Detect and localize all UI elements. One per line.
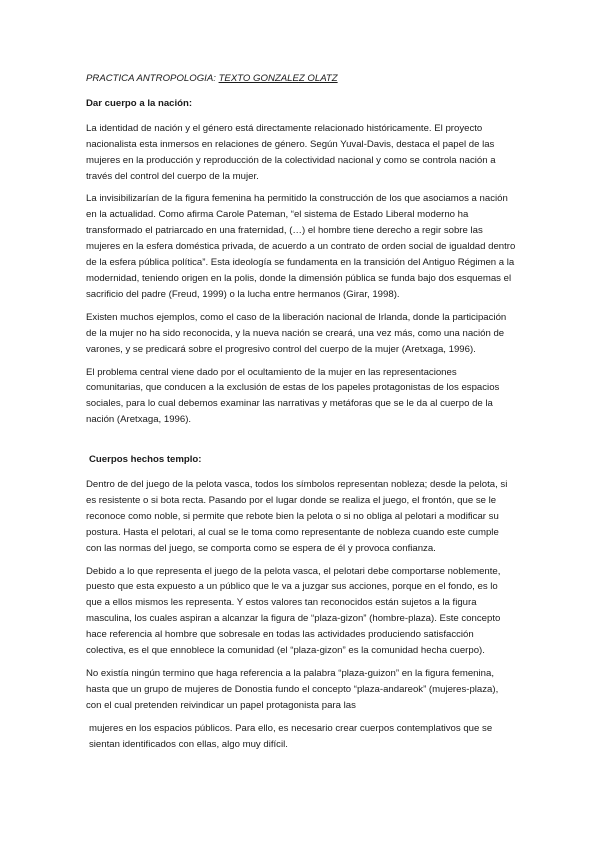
paragraph: Dentro de del juego de la pelota vasca, todos los símbolos representan nobleza; desde la pelota, si es resistente o si bota recta. Pasando por el lugar donde se realiza el juego, el frontón, que se le reconoce como noble, si permite que rebote bien la pelota o si no obliga al pelotari a modificar su postura. Hasta el pelotari, al cual se le toma como representante de nobleza cuando este cumple con las normas del juego, se comporta como se espera de él y provoca confianza. xyxy=(86,479,508,554)
section-dar-cuerpo xyxy=(86,96,516,428)
paragraph: La identidad de nación y el género está directamente relacionado históricamente. El proyecto nacionalista esta inmersos en relaciones de género. Según Yuval-Davis, destaca el papel de las mujeres en la producción y reproducción de la colectividad nacional y como se controla nación a través del control del cuerpo de la mujer. xyxy=(86,122,496,182)
section-cuerpos-templo xyxy=(86,452,516,752)
paragraph: Existen muchos ejemplos, como el caso de la liberación nacional de Irlanda, donde la participación de la mujer no ha sido reconocida, y la nueva nación se creará, una vez más, como una nación de varones, y se predicará sobre el progresivo control del cuerpo de la mujer (Aretxaga, 1996). xyxy=(86,311,507,355)
paragraph: mujeres en los espacios públicos. Para ello, es necesario crear cuerpos contemplativos que se sientan identificados con ellas, algo muy difícil. xyxy=(89,722,493,750)
document-header xyxy=(86,71,516,87)
paragraph: No existía ningún termino que haga referencia a la palabra “plaza-guizon” en la figura femenina, hasta que un grupo de mujeres de Donostia fundo el concepto “plaza-andareok” (mujeres-plaza), con el cual pretenden reivindicar un papel protagonista para las xyxy=(86,668,499,711)
course-title: PRACTICA ANTROPOLOGIA: xyxy=(86,73,216,84)
paragraph: La invisibilizarían de la figura femenina ha permitido la construcción de los que asociamos a nación en la actualidad. Como afirma Carole Pateman, “el sistema de Estado Liberal moderno ha transformado el patriarcado en una fraternidad, (…) el hombre tiene derecho a regir sobre las mujeres en la esfera doméstica privada, de acuerdo a un contrato de orden social de igualdad dentro de la esfera pública política”. Esta ideología se fundamenta en la transición del Antiguo Régimen a la modernidad, teniendo origen en la polis, donde la dimensión pública se funda bajo dos esquemas el sacrificio del padre (Freud, 1999) o la lucha entre hermanos (Girar, 1998). xyxy=(86,193,516,300)
document-body xyxy=(86,71,516,760)
paragraph: Debido a lo que representa el juego de la pelota vasca, el pelotari debe comportarse noblemente, puesto que esta expuesto a un público que le va a juzgar sus acciones, porque en el fondo, es lo que a ellos mismos les representa. Y estos valores tan reconocidos están sujetos a la figura masculina, los cuales aspiran a alcanzar la figura de “plaza-gizon” (hombre-plaza). Este concepto hace referencia al hombre que sobresale en todas las actividades produciendo satisfacción colectiva, es el que ennoblece la comunidad (el “plaza-gizon” es la comunidad hecha cuerpo). xyxy=(86,565,501,657)
paragraph: El problema central viene dado por el ocultamiento de la mujer en las representaciones comunitarias, que conducen a la exclusión de estas de los papeles protagonistas de los espacios sociales, para lo cual debemos examinar las narrativas y metáforas que se le da al cuerpo de la nación (Aretxaga, 1996). xyxy=(86,366,500,426)
section-title: Cuerpos hechos templo: xyxy=(89,454,202,466)
section-spacer xyxy=(86,435,516,452)
section-title: Dar cuerpo a la nación: xyxy=(86,97,193,109)
author-title: TEXTO GONZALEZ OLATZ xyxy=(218,73,338,84)
